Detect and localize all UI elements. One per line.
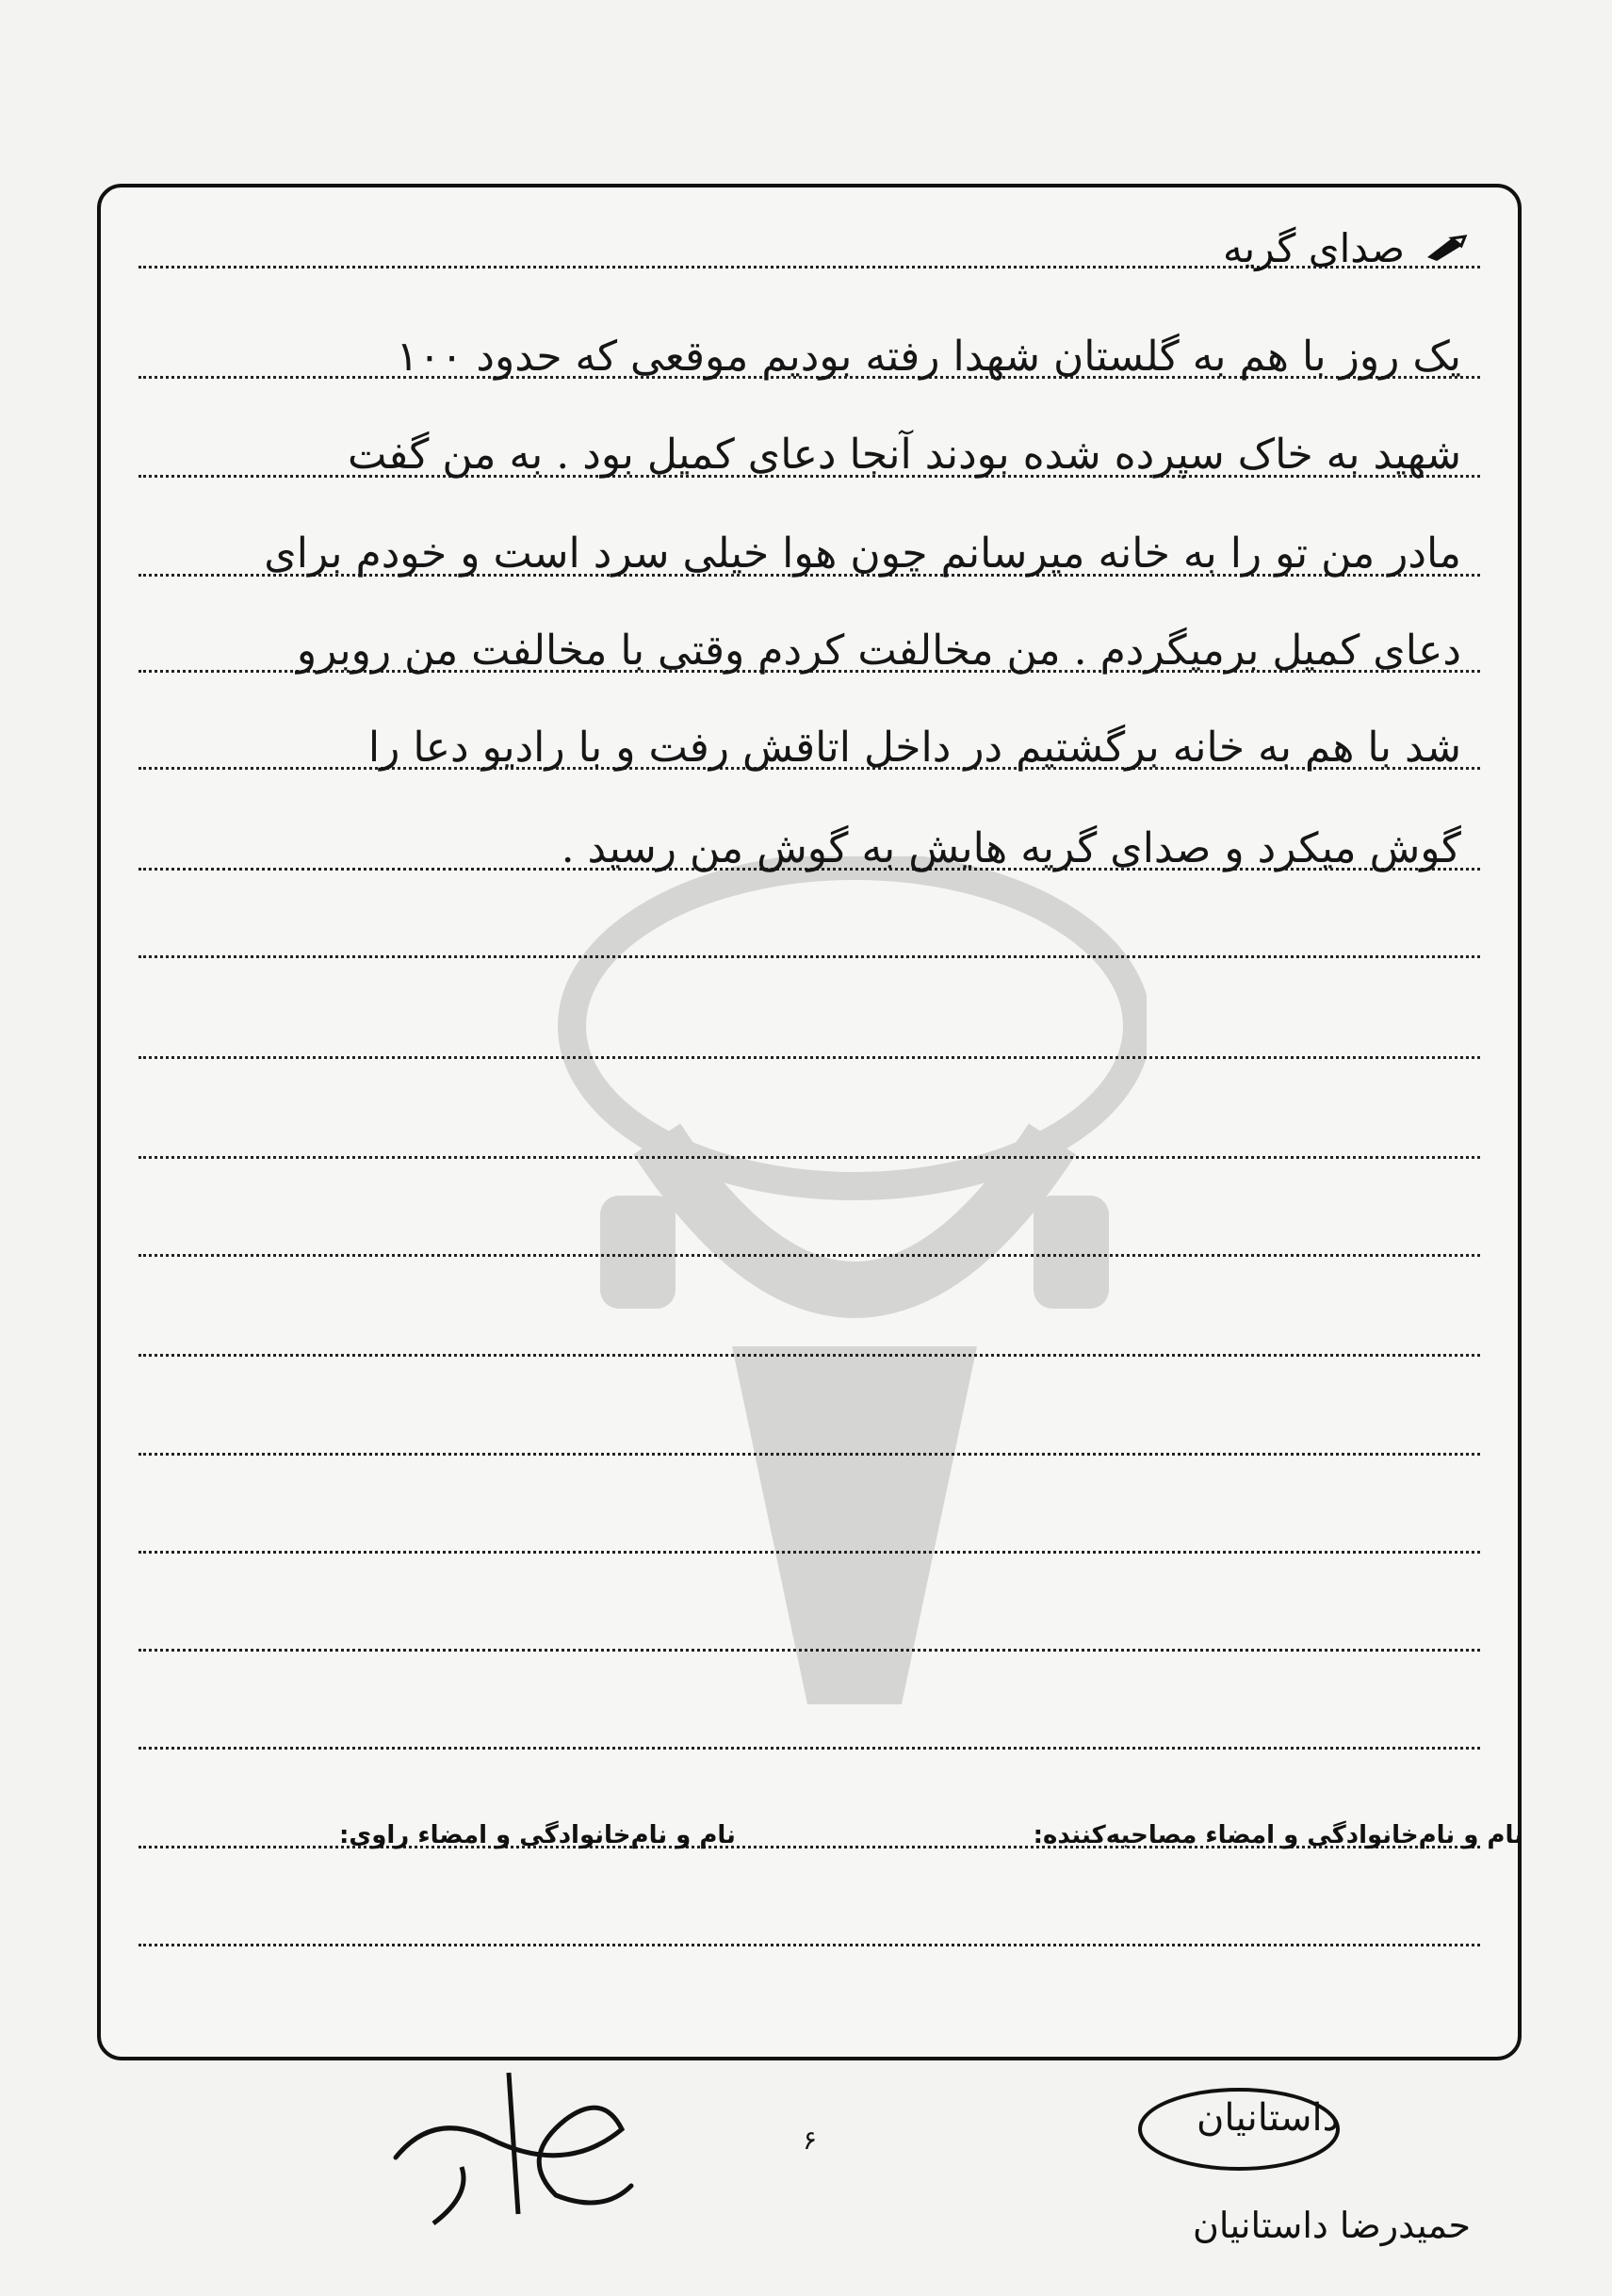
narrative-line: گوش میکرد و صدای گریه هایش به گوش من رسید .	[561, 824, 1461, 872]
form-frame	[97, 184, 1522, 2060]
narrative-line: دعای کمیل برمیگردم . من مخالفت کردم وقتی با مخالفت من روبرو	[296, 627, 1461, 675]
ruled-line	[138, 1944, 1480, 1946]
ruled-line	[138, 955, 1480, 958]
interviewer-printed-name: حمیدرضا داستانیان	[1192, 2205, 1471, 2246]
pen-icon	[1424, 233, 1469, 263]
ruled-line	[138, 1254, 1480, 1257]
narrator-signature	[377, 2054, 659, 2242]
ruled-line	[138, 1551, 1480, 1554]
page-number: ۶	[803, 2125, 818, 2156]
ruled-line	[138, 1156, 1480, 1159]
narrative-line: شد با هم به خانه برگشتیم در داخل اتاقش رفت و با رادیو دعا را	[367, 724, 1461, 772]
ruled-line	[138, 1747, 1480, 1750]
interviewer-signature-text: داستانیان	[1197, 2096, 1340, 2140]
narrative-line: شهید به خاک سپرده شده بودند آنجا دعای کمیل بود . به من گفت	[348, 431, 1461, 479]
ruled-line	[138, 1649, 1480, 1652]
interviewer-signature-label: نام و نام‌خانوادگی و امضاء مصاحبه‌کننده:	[1033, 1821, 1523, 1849]
ruled-line	[138, 1056, 1480, 1059]
narrator-signature-label: نام و نام‌خانوادگی و امضاء راوی:	[339, 1821, 736, 1849]
narrative-line: مادر من تو را به خانه میرسانم چون هوا خیلی سرد است و خودم برای	[264, 529, 1461, 578]
emblem-watermark	[544, 856, 1147, 1799]
ruled-line	[138, 1453, 1480, 1456]
ruled-line	[138, 1354, 1480, 1357]
story-title: صدای گریه	[1223, 225, 1405, 271]
narrative-line: یک روز با هم به گلستان شهدا رفته بودیم موقعی که حدود ۱۰۰	[396, 333, 1461, 381]
